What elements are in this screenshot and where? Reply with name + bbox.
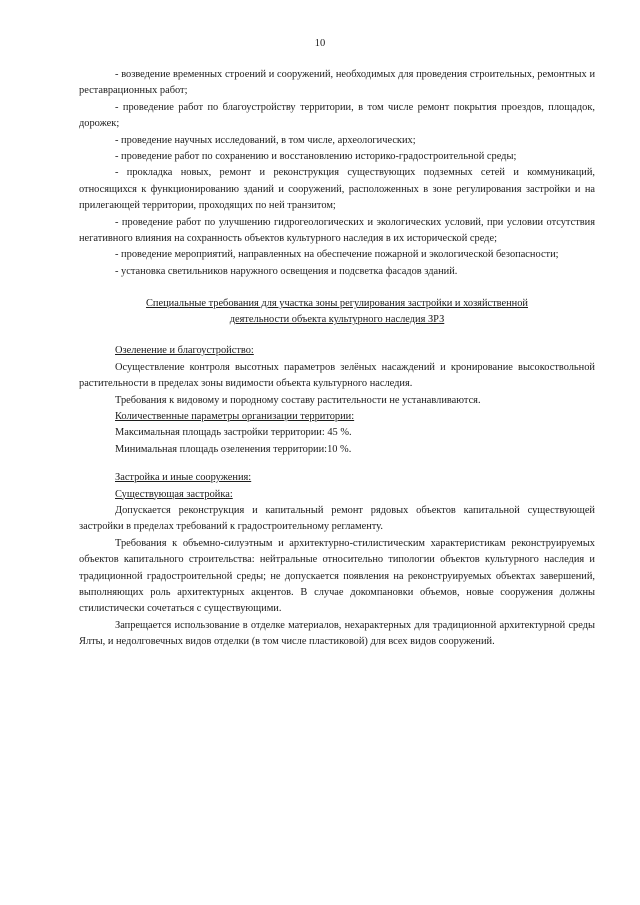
- list-item: - возведение временных строений и сооружений, необходимых для проведения строительных, ремонтных и реставрационных работ;: [79, 69, 595, 97]
- landscaping-heading: Озеленение и благоустройство:: [115, 345, 254, 357]
- list-item: - установка светильников наружного освещения и подсветка фасадов зданий.: [115, 265, 458, 277]
- section-heading-line: деятельности объекта культурного наследия ЗРЗ: [229, 314, 445, 326]
- list-item: - проведение мероприятий, направленных на обеспечение пожарной и экологической безопасности;: [115, 249, 559, 261]
- paragraph: Запрещается использование в отделке материалов, нехарактерных для традиционной архитектурной среды Ялты, и недолговечных видов отделки (в том числе пластиковой) для всех видов сооружений.: [79, 619, 595, 648]
- paragraph: Минимальная площадь озеленения территории:10 %.: [115, 443, 352, 455]
- list-item: - проведение работ по благоустройству территории, в том числе ремонт покрытия проездов, площадок, дорожек;: [79, 101, 595, 130]
- territory-params-heading: Количественные параметры организации территории:: [115, 410, 355, 422]
- list-item: - прокладка новых, ремонт и реконструкция существующих подземных сетей и коммуникаций, относящихся к функционированию зданий и сооружений, расположенных в зоне регулирования застройки и на прилегающей территории, проходящих по ней транзитом;: [79, 167, 595, 212]
- paragraph: Требования к объемно-силуэтным и архитектурно-стилистическим характеристикам реконструируемых объектов капитального строительства: нейтральные относительно типологии объектов культурного наследия и традиционной градостроительной среды; не допускается появления на реконструируемых объектах завершений, выполняющих роль архитектурных акцентов. В случае докомпановки объемов, новые сооружения должны стилистически сочетаться с существующими.: [79, 537, 595, 615]
- page-number: 10: [314, 38, 326, 49]
- existing-buildings-heading: Существующая застройка:: [115, 488, 233, 500]
- paragraph: Максимальная площадь застройки территории: 45 %.: [115, 427, 352, 439]
- paragraph: Допускается реконструкция и капитальный ремонт рядовых объектов капитальной существующей застройки в пределах требований к градостроительному регламенту.: [79, 504, 595, 533]
- list-item: - проведение работ по сохранению и восстановлению историко-градостроительной среды;: [115, 151, 517, 163]
- buildings-heading: Застройка и иные сооружения:: [115, 472, 252, 484]
- paragraph: Осуществление контроля высотных параметров зелёных насаждений и кронирование высокоствольной растительности в пределах зоны видимости объекта культурного наследия.: [79, 361, 595, 390]
- paragraph: Требования к видовому и породному составу растительности не устанавливаются.: [115, 394, 481, 406]
- list-item: - проведение работ по улучшению гидрогеологических и экологических условий, при условии отсутствия негативного влияния на сохранность объектов культурного наследия в их исторической среде;: [79, 216, 595, 245]
- section-heading: [79, 296, 595, 328]
- section-heading-line: Специальные требования для участка зоны регулирования застройки и хозяйственной: [145, 298, 528, 310]
- list-item: - проведение научных исследований, в том числе, археологических;: [115, 134, 416, 146]
- document-body: [79, 67, 595, 651]
